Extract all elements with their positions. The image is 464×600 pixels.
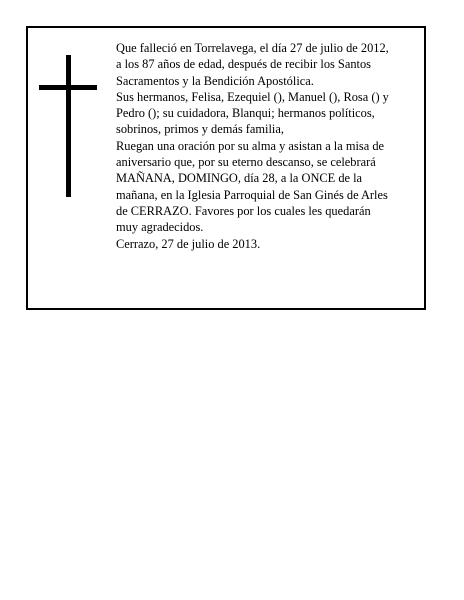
notice-line: MAÑANA, DOMINGO, día 28, a la ONCE de la xyxy=(116,171,363,186)
notice-line: Sus hermanos, Felisa, Ezequiel (), Manuel (), Rosa () y xyxy=(116,89,389,104)
notice-line: Cerrazo, 27 de julio de 2013. xyxy=(116,236,261,251)
notice-line: Que falleció en Torrelavega, el día 27 de julio de 2012, xyxy=(116,41,389,55)
obituary-notice xyxy=(26,26,426,310)
notice-line: muy agradecidos. xyxy=(116,220,204,235)
notice-line: Sacramentos y la Bendición Apostólica. xyxy=(116,73,314,88)
notice-line: sobrinos, primos y demás familia, xyxy=(116,122,284,137)
notice-text xyxy=(116,40,420,252)
notice-line: aniversario que, por su eterno descanso, se celebrará xyxy=(116,155,376,170)
cross-vertical-bar xyxy=(66,55,71,197)
notice-line: a los 87 años de edad, después de recibir los Santos xyxy=(116,57,371,72)
notice-line: mañana, en la Iglesia Parroquial de San Ginés de Arles xyxy=(116,187,388,202)
notice-line: de CERRAZO. Favores por los cuales les quedarán xyxy=(116,203,371,218)
cross-horizontal-bar xyxy=(39,85,97,90)
notice-line: Pedro (); su cuidadora, Blanqui; hermanos políticos, xyxy=(116,106,375,121)
notice-line: Ruegan una oración por su alma y asistan a la misa de xyxy=(116,138,385,153)
